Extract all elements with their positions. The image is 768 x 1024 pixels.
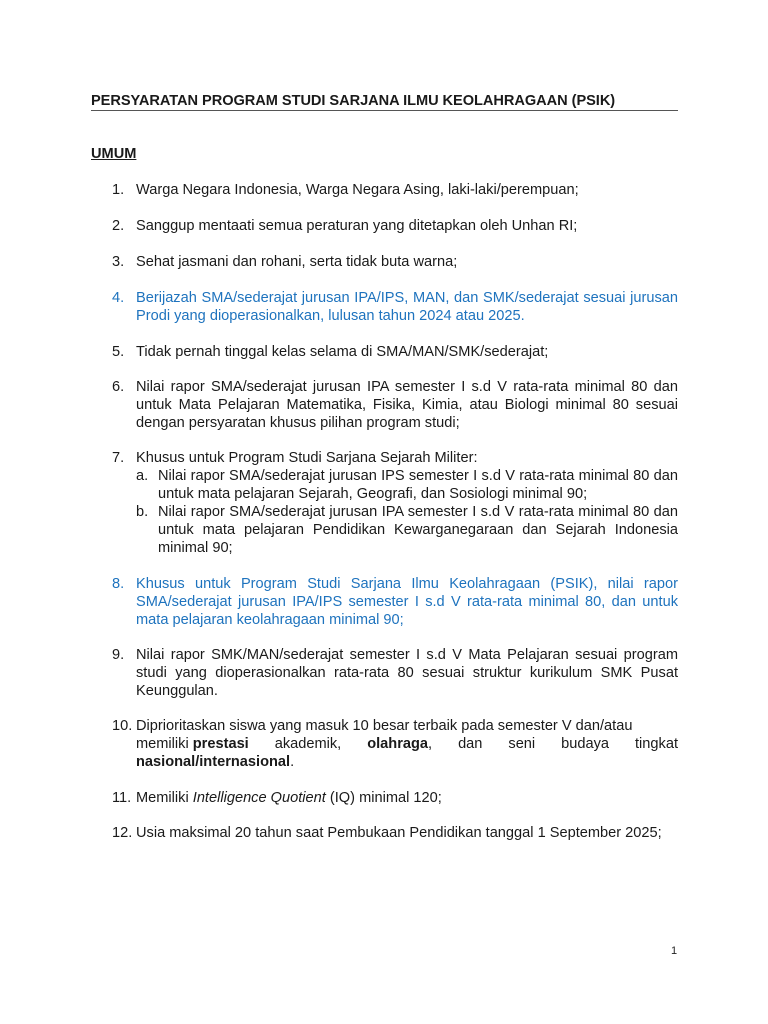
document-title: PERSYARATAN PROGRAM STUDI SARJANA ILMU KEOLAHRAGAAN (PSIK) [91, 93, 678, 111]
list-item [112, 378, 678, 432]
item-number: 12. [112, 825, 133, 841]
item-text-line [136, 717, 678, 735]
text-run: (IQ) minimal 120; [325, 790, 442, 806]
list-item [112, 789, 678, 807]
item-number: 2. [112, 218, 125, 234]
item-text: Nilai rapor SMK/MAN/sederajat semester I s.d V Mata Pelajaran sesuai program studi yang dioperasionalkan rata-rata 80 sesuai struktur kurikulum SMK Pusat Keunggulan. [136, 647, 678, 699]
list-item [112, 253, 678, 271]
list-item [112, 181, 678, 199]
sub-item-text: Nilai rapor SMA/sederajat jurusan IPS semester I s.d V rata-rata minimal 80 dan untuk mata pelajaran Sejarah, Geografi, dan Sosiologi minimal 90; [158, 468, 678, 502]
sub-item-letter: a. [136, 468, 149, 484]
bold-prestasi: prestasi [192, 736, 249, 752]
list-item [112, 449, 678, 557]
item-number: 8. [112, 576, 125, 592]
item-text-line [136, 753, 678, 771]
item-text-line [136, 735, 678, 753]
item-text: Khusus untuk Program Studi Sarjana Sejarah Militer: [136, 450, 478, 466]
list-item [112, 343, 678, 361]
item-text: Sehat jasmani dan rohani, serta tidak buta warna; [136, 254, 458, 270]
item-number: 3. [112, 254, 125, 270]
bold-nasional-internasional: nasional/internasional [136, 754, 291, 770]
bold-olahraga: olahraga [367, 736, 429, 752]
item-number: 6. [112, 379, 125, 395]
list-item [112, 824, 678, 842]
italic-run: Intelligence Quotient [192, 790, 326, 806]
section-heading: UMUM [91, 146, 137, 162]
word: , [428, 736, 433, 752]
sub-item [136, 503, 678, 557]
item-text: Berijazah SMA/sederajat jurusan IPA/IPS, MAN, dan SMK/sederajat sesuai jurusan Prodi yang dioperasionalkan, lulusan tahun 2024 atau 2025. [136, 290, 678, 324]
list-item-highlighted [112, 289, 678, 325]
word: akademik, [274, 736, 342, 752]
item-number: 1. [112, 182, 125, 198]
item-text [136, 717, 678, 771]
sub-item-text: Nilai rapor SMA/sederajat jurusan IPA semester I s.d V rata-rata minimal 80 dan untuk mata pelajaran Pendidikan Kewarganegaraan dan Sejarah Indonesia minimal 90; [158, 504, 678, 556]
item-text: Sanggup mentaati semua peraturan yang ditetapkan oleh Unhan RI; [136, 218, 578, 234]
list-item [112, 646, 678, 700]
word: . [290, 754, 295, 770]
page-number: 1 [671, 945, 678, 957]
item-text: Nilai rapor SMA/sederajat jurusan IPA semester I s.d V rata-rata minimal 80 dan untuk Mata Pelajaran Matematika, Fisika, Kimia, atau Biologi minimal 80 sesuai dengan persyaratan khusus pilihan program studi; [136, 379, 678, 431]
item-number: 11. [112, 790, 132, 806]
item-number: 4. [112, 290, 125, 306]
word: memiliki [136, 736, 189, 752]
sub-item-letter: b. [136, 504, 149, 520]
item-number: 5. [112, 344, 125, 360]
item-text: Warga Negara Indonesia, Warga Negara Asing, laki-laki/perempuan; [136, 182, 579, 198]
list-item [112, 217, 678, 235]
list-item [112, 717, 678, 771]
word: budaya [561, 736, 610, 752]
item-text: Tidak pernah tinggal kelas selama di SMA/MAN/SMK/sederajat; [136, 344, 549, 360]
text-run [367, 735, 432, 753]
item-number: 10. [112, 718, 133, 734]
word: dan [458, 736, 483, 752]
item-number: 7. [112, 450, 125, 466]
text-run [136, 735, 249, 753]
item-text-line1: Diprioritaskan siswa yang masuk 10 besar terbaik pada semester V dan/atau [136, 718, 633, 734]
item-text: Usia maksimal 20 tahun saat Pembukaan Pendidikan tanggal 1 September 2025; [136, 825, 662, 841]
text-run: Memiliki [136, 790, 193, 806]
item-number: 9. [112, 647, 125, 663]
item-text [136, 789, 678, 807]
list-item-highlighted [112, 575, 678, 629]
word: tingkat [635, 736, 678, 752]
item-text: Khusus untuk Program Studi Sarjana Ilmu Keolahragaan (PSIK), nilai rapor SMA/sederajat jurusan IPA/IPS semester I s.d V rata-rata minimal 80, dan untuk mata pelajaran keolahragaan minimal 90; [136, 576, 678, 628]
sub-item [136, 467, 678, 503]
word: seni [508, 736, 536, 752]
